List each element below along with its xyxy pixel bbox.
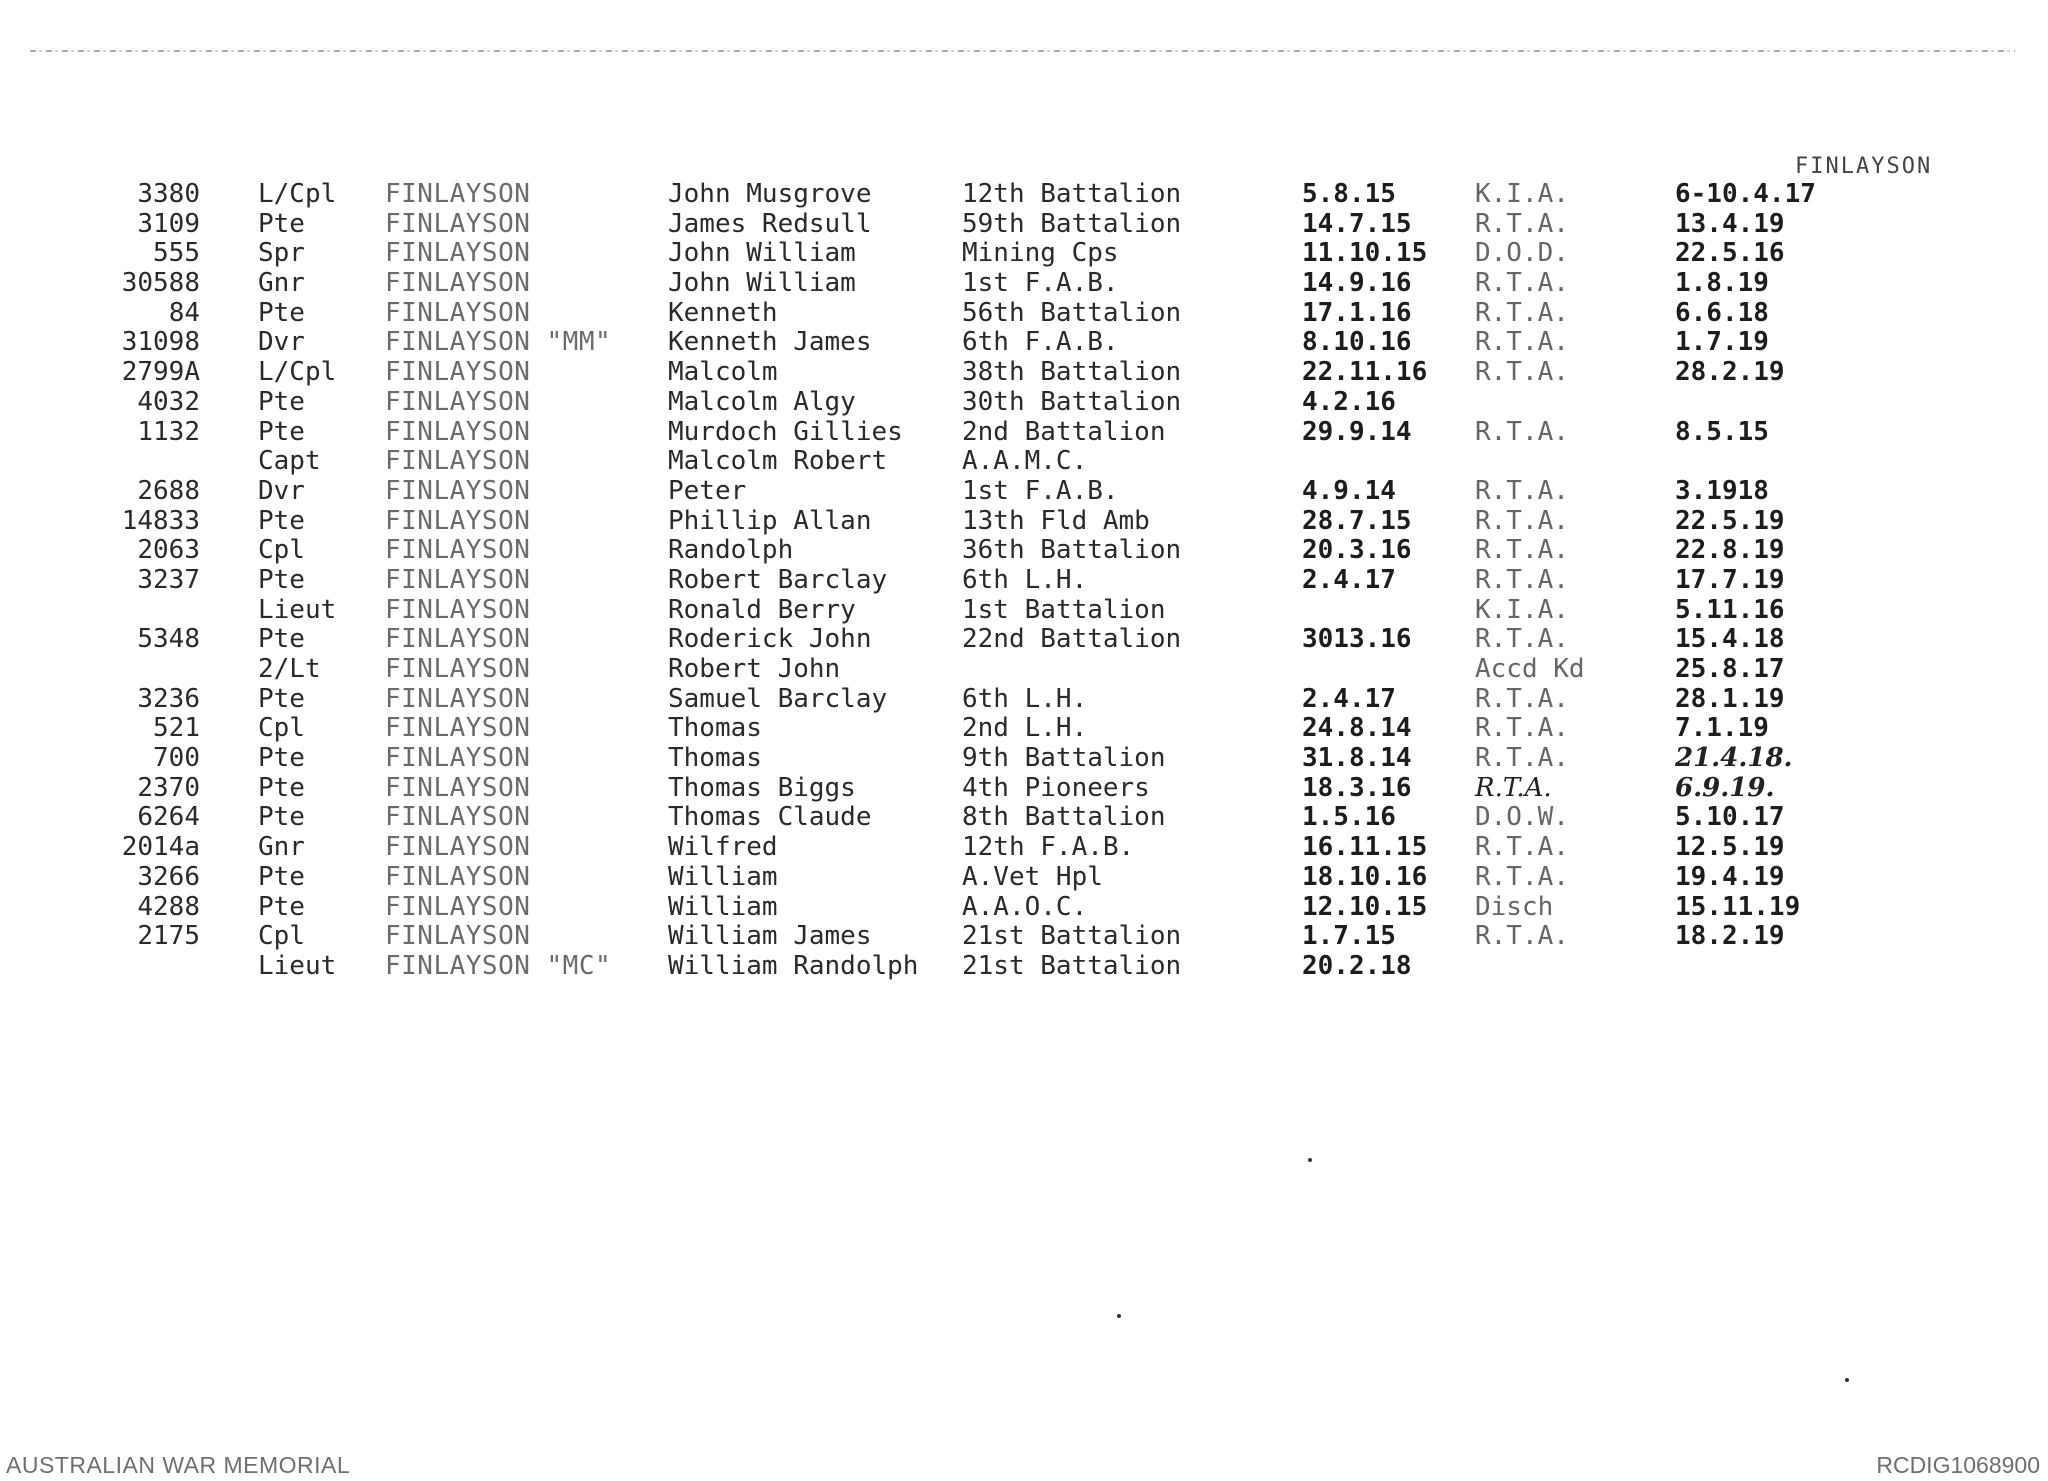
surname-cell: FINLAYSON [385,357,531,388]
service-number-cell: 2799A [121,357,200,388]
fate-cell: R.T.A. [1475,683,1569,714]
given-names-cell: Samuel Barclay [668,683,888,714]
table-row [0,685,2048,715]
unit-cell: 13th Fld Amb [962,505,1150,536]
enlistment-date-cell: 2.4.17 [1302,683,1396,714]
fate-date-cell: 6.6.18 [1675,297,1769,328]
fate-cell: R.T.A. [1475,475,1569,506]
enlistment-date-cell: 16.11.15 [1302,832,1428,863]
fate-cell: R.T.A. [1475,921,1569,952]
rank-cell: Pte [258,683,305,714]
unit-cell: 1st F.A.B. [962,268,1119,299]
nominal-roll-table [0,180,2048,982]
paper-speck [1117,1314,1121,1318]
table-row [0,655,2048,685]
paper-speck [1308,1158,1312,1162]
table-row [0,803,2048,833]
table-row [0,566,2048,596]
surname-cell: FINLAYSON [385,802,531,833]
enlistment-date-cell: 1.5.16 [1302,802,1396,833]
given-names-cell: William Randolph [668,950,919,981]
surname-cell: FINLAYSON [385,505,531,536]
given-names-cell: Roderick John [668,624,872,655]
unit-cell: 22nd Battalion [962,624,1182,655]
unit-cell: 8th Battalion [962,802,1166,833]
given-names-cell: Robert John [668,654,841,684]
table-row [0,596,2048,626]
surname-cell: FINLAYSON [385,713,531,744]
given-names-cell: William James [668,921,872,952]
table-row [0,269,2048,299]
service-number-cell: 6264 [137,802,200,833]
service-number-cell: 700 [153,743,200,774]
service-number-cell: 3237 [137,564,200,595]
fate-cell: R.T.A. [1475,713,1569,744]
given-names-cell: Wilfred [668,832,778,863]
fate-cell: K.I.A. [1475,594,1569,625]
enlistment-date-cell: 14.9.16 [1302,268,1412,299]
enlistment-date-cell: 3013.16 [1302,624,1412,655]
table-row [0,625,2048,655]
table-row [0,536,2048,566]
fate-date-cell: 15.4.18 [1675,624,1785,655]
unit-cell: 56th Battalion [962,297,1182,328]
fate-date-cell: 21.4.18. [1675,743,1793,774]
fate-date-cell: 5.10.17 [1675,802,1785,833]
table-row [0,893,2048,923]
unit-cell: 6th L.H. [962,564,1088,595]
given-names-cell: John William [668,238,856,269]
service-number-cell: 5348 [137,624,200,655]
service-number-cell: 1132 [137,416,200,447]
archive-reference-id: RCDIG1068900 [1876,1452,2040,1478]
fate-date-cell: 28.2.19 [1675,357,1785,388]
rank-cell: Dvr [258,327,305,358]
surname-cell: FINLAYSON [385,179,531,209]
fate-cell: R.T.A. [1475,416,1569,447]
given-names-cell: Randolph [668,535,794,566]
surname-cell: FINLAYSON [385,564,531,595]
fate-cell: R.T.A. [1475,505,1569,536]
unit-cell: A.Vet Hpl [962,861,1103,892]
fate-date-cell: 1.7.19 [1675,327,1769,358]
surname-cell: FINLAYSON [385,654,531,684]
rank-cell: L/Cpl [258,357,337,388]
given-names-cell: James Redsull [668,208,872,239]
rank-cell: Pte [258,861,305,892]
surname-cell: FINLAYSON [385,416,531,447]
enlistment-date-cell: 22.11.16 [1302,357,1428,388]
given-names-cell: John William [668,268,856,299]
service-number-cell: 4288 [137,891,200,922]
surname-cell: FINLAYSON [385,238,531,269]
page-surname-header: FINLAYSON [1795,154,1933,179]
service-number-cell: 2014a [121,832,200,863]
surname-cell: FINLAYSON [385,446,531,477]
fate-date-cell: 1.8.19 [1675,268,1769,299]
rank-cell: Gnr [258,268,305,299]
unit-cell: A.A.O.C. [962,891,1088,922]
fate-date-cell: 13.4.19 [1675,208,1785,239]
given-names-cell: Thomas [668,743,762,774]
fate-cell: R.T.A. [1475,861,1569,892]
rank-cell: Pte [258,802,305,833]
fate-cell: R.T.A. [1475,297,1569,328]
surname-cell: FINLAYSON [385,683,531,714]
service-number-cell: 31098 [121,327,200,358]
service-number-cell: 3236 [137,683,200,714]
surname-cell: FINLAYSON [385,386,531,417]
given-names-cell: Kenneth [668,297,778,328]
service-number-cell: 555 [153,238,200,269]
unit-cell: 59th Battalion [962,208,1182,239]
rank-cell: Pte [258,891,305,922]
rank-cell: Cpl [258,535,305,566]
rank-cell: Cpl [258,713,305,744]
given-names-cell: Robert Barclay [668,564,888,595]
unit-cell: 2nd Battalion [962,416,1166,447]
surname-cell: FINLAYSON [385,268,531,299]
rank-cell: Capt [258,446,321,477]
table-row [0,863,2048,893]
fate-date-cell: 6.9.19. [1675,772,1775,803]
fate-cell: R.T.A. [1475,535,1569,566]
unit-cell: 2nd L.H. [962,713,1088,744]
table-row [0,507,2048,537]
fate-date-cell: 19.4.19 [1675,861,1785,892]
table-row [0,388,2048,418]
service-number-cell: 521 [153,713,200,744]
given-names-cell: Peter [668,475,747,506]
surname-cell: FINLAYSON [385,208,531,239]
enlistment-date-cell: 28.7.15 [1302,505,1412,536]
unit-cell: A.A.M.C. [962,446,1088,477]
rank-cell: Pte [258,208,305,239]
unit-cell: 6th F.A.B. [962,327,1119,358]
given-names-cell: Thomas Biggs [668,772,856,803]
table-row [0,418,2048,448]
fate-date-cell: 5.11.16 [1675,594,1785,625]
table-row [0,952,2048,982]
rank-cell: Lieut [258,594,337,625]
table-row [0,744,2048,774]
paper-speck [1845,1378,1849,1382]
fate-cell: K.I.A. [1475,179,1569,209]
service-number-cell: 3109 [137,208,200,239]
enlistment-date-cell: 17.1.16 [1302,297,1412,328]
enlistment-date-cell: 20.2.18 [1302,950,1412,981]
service-number-cell: 30588 [121,268,200,299]
surname-cell: FINLAYSON [385,475,531,506]
archive-footer-label: AUSTRALIAN WAR MEMORIAL [6,1452,351,1478]
unit-cell: 12th F.A.B. [962,832,1135,863]
rank-cell: Pte [258,386,305,417]
enlistment-date-cell: 20.3.16 [1302,535,1412,566]
fate-cell: R.T.A. [1475,208,1569,239]
table-row [0,328,2048,358]
given-names-cell: William [668,861,778,892]
surname-cell: FINLAYSON [385,921,531,952]
given-names-cell: Malcolm Robert [668,446,888,477]
rank-cell: Pte [258,564,305,595]
unit-cell: 21st Battalion [962,950,1182,981]
rank-cell: 2/Lt [258,654,321,684]
rank-cell: Pte [258,743,305,774]
fate-date-cell: 25.8.17 [1675,654,1785,684]
fate-cell: R.T.A. [1475,268,1569,299]
enlistment-date-cell: 29.9.14 [1302,416,1412,447]
unit-cell: 9th Battalion [962,743,1166,774]
service-number-cell: 4032 [137,386,200,417]
service-number-cell: 2688 [137,475,200,506]
fate-date-cell: 8.5.15 [1675,416,1769,447]
fate-cell: D.O.W. [1475,802,1569,833]
table-row [0,714,2048,744]
service-number-cell: 2370 [137,772,200,803]
fate-cell: Accd Kd [1475,654,1585,684]
unit-cell: 36th Battalion [962,535,1182,566]
unit-cell: 1st F.A.B. [962,475,1119,506]
rank-cell: Pte [258,297,305,328]
top-rule [30,50,2015,52]
fate-cell: R.T.A. [1475,624,1569,655]
rank-cell: Gnr [258,832,305,863]
rank-cell: Cpl [258,921,305,952]
fate-cell: R.T.A. [1475,743,1569,774]
unit-cell: Mining Cps [962,238,1119,269]
given-names-cell: Malcolm Algy [668,386,856,417]
enlistment-date-cell: 14.7.15 [1302,208,1412,239]
table-row [0,210,2048,240]
given-names-cell: Kenneth James [668,327,872,358]
rank-cell: Pte [258,505,305,536]
given-names-cell: Phillip Allan [668,505,872,536]
surname-cell: FINLAYSON [385,743,531,774]
unit-cell: 21st Battalion [962,921,1182,952]
surname-cell: FINLAYSON [385,891,531,922]
unit-cell: 12th Battalion [962,179,1182,209]
enlistment-date-cell: 18.10.16 [1302,861,1428,892]
rank-cell: Lieut [258,950,337,981]
given-names-cell: Thomas Claude [668,802,872,833]
surname-cell: FINLAYSON [385,594,531,625]
table-row [0,833,2048,863]
table-row [0,447,2048,477]
enlistment-date-cell: 1.7.15 [1302,921,1396,952]
service-number-cell: 3266 [137,861,200,892]
given-names-cell: Murdoch Gillies [668,416,903,447]
enlistment-date-cell: 11.10.15 [1302,238,1428,269]
enlistment-date-cell: 8.10.16 [1302,327,1412,358]
fate-cell: Disch [1475,891,1554,922]
surname-cell: FINLAYSON [385,624,531,655]
service-number-cell: 84 [168,297,200,328]
rank-cell: Dvr [258,475,305,506]
table-row [0,239,2048,269]
table-row [0,180,2048,210]
service-number-cell: 14833 [121,505,200,536]
fate-cell: R.T.A. [1475,564,1569,595]
given-names-cell: John Musgrove [668,179,872,209]
fate-date-cell: 17.7.19 [1675,564,1785,595]
fate-date-cell: 28.1.19 [1675,683,1785,714]
enlistment-date-cell: 31.8.14 [1302,743,1412,774]
unit-cell: 30th Battalion [962,386,1182,417]
surname-cell: FINLAYSON [385,297,531,328]
unit-cell: 6th L.H. [962,683,1088,714]
service-number-cell: 3380 [137,179,200,209]
given-names-cell: Thomas [668,713,762,744]
enlistment-date-cell: 4.2.16 [1302,386,1396,417]
enlistment-date-cell: 18.3.16 [1302,772,1412,803]
rank-cell: Pte [258,416,305,447]
fate-date-cell: 22.5.19 [1675,505,1785,536]
unit-cell: 4th Pioneers [962,772,1150,803]
fate-cell: R.T.A. [1475,832,1569,863]
fate-date-cell: 12.5.19 [1675,832,1785,863]
fate-date-cell: 6-10.4.17 [1675,179,1816,209]
given-names-cell: Ronald Berry [668,594,856,625]
given-names-cell: Malcolm [668,357,778,388]
unit-cell: 38th Battalion [962,357,1182,388]
rank-cell: Spr [258,238,305,269]
rank-cell: L/Cpl [258,179,337,209]
rank-cell: Pte [258,624,305,655]
table-row [0,299,2048,329]
fate-date-cell: 22.5.16 [1675,238,1785,269]
fate-date-cell: 18.2.19 [1675,921,1785,952]
fate-cell: R.T.A. [1475,357,1569,388]
table-row [0,922,2048,952]
service-number-cell: 2063 [137,535,200,566]
surname-cell: FINLAYSON "MM" [385,327,612,358]
unit-cell: 1st Battalion [962,594,1166,625]
fate-date-cell: 3.1918 [1675,475,1769,506]
surname-cell: FINLAYSON [385,832,531,863]
enlistment-date-cell: 12.10.15 [1302,891,1428,922]
fate-date-cell: 22.8.19 [1675,535,1785,566]
table-row [0,774,2048,804]
surname-cell: FINLAYSON [385,535,531,566]
service-number-cell: 2175 [137,921,200,952]
surname-cell: FINLAYSON [385,861,531,892]
enlistment-date-cell: 5.8.15 [1302,179,1396,209]
surname-cell: FINLAYSON [385,772,531,803]
table-row [0,477,2048,507]
fate-cell: R.T.A. [1475,327,1569,358]
table-row [0,358,2048,388]
surname-cell: FINLAYSON "MC" [385,950,612,981]
fate-date-cell: 15.11.19 [1675,891,1801,922]
enlistment-date-cell: 2.4.17 [1302,564,1396,595]
given-names-cell: William [668,891,778,922]
enlistment-date-cell: 24.8.14 [1302,713,1412,744]
rank-cell: Pte [258,772,305,803]
fate-cell: D.O.D. [1475,238,1569,269]
fate-date-cell: 7.1.19 [1675,713,1769,744]
enlistment-date-cell: 4.9.14 [1302,475,1396,506]
fate-cell: R.T.A. [1475,772,1552,803]
